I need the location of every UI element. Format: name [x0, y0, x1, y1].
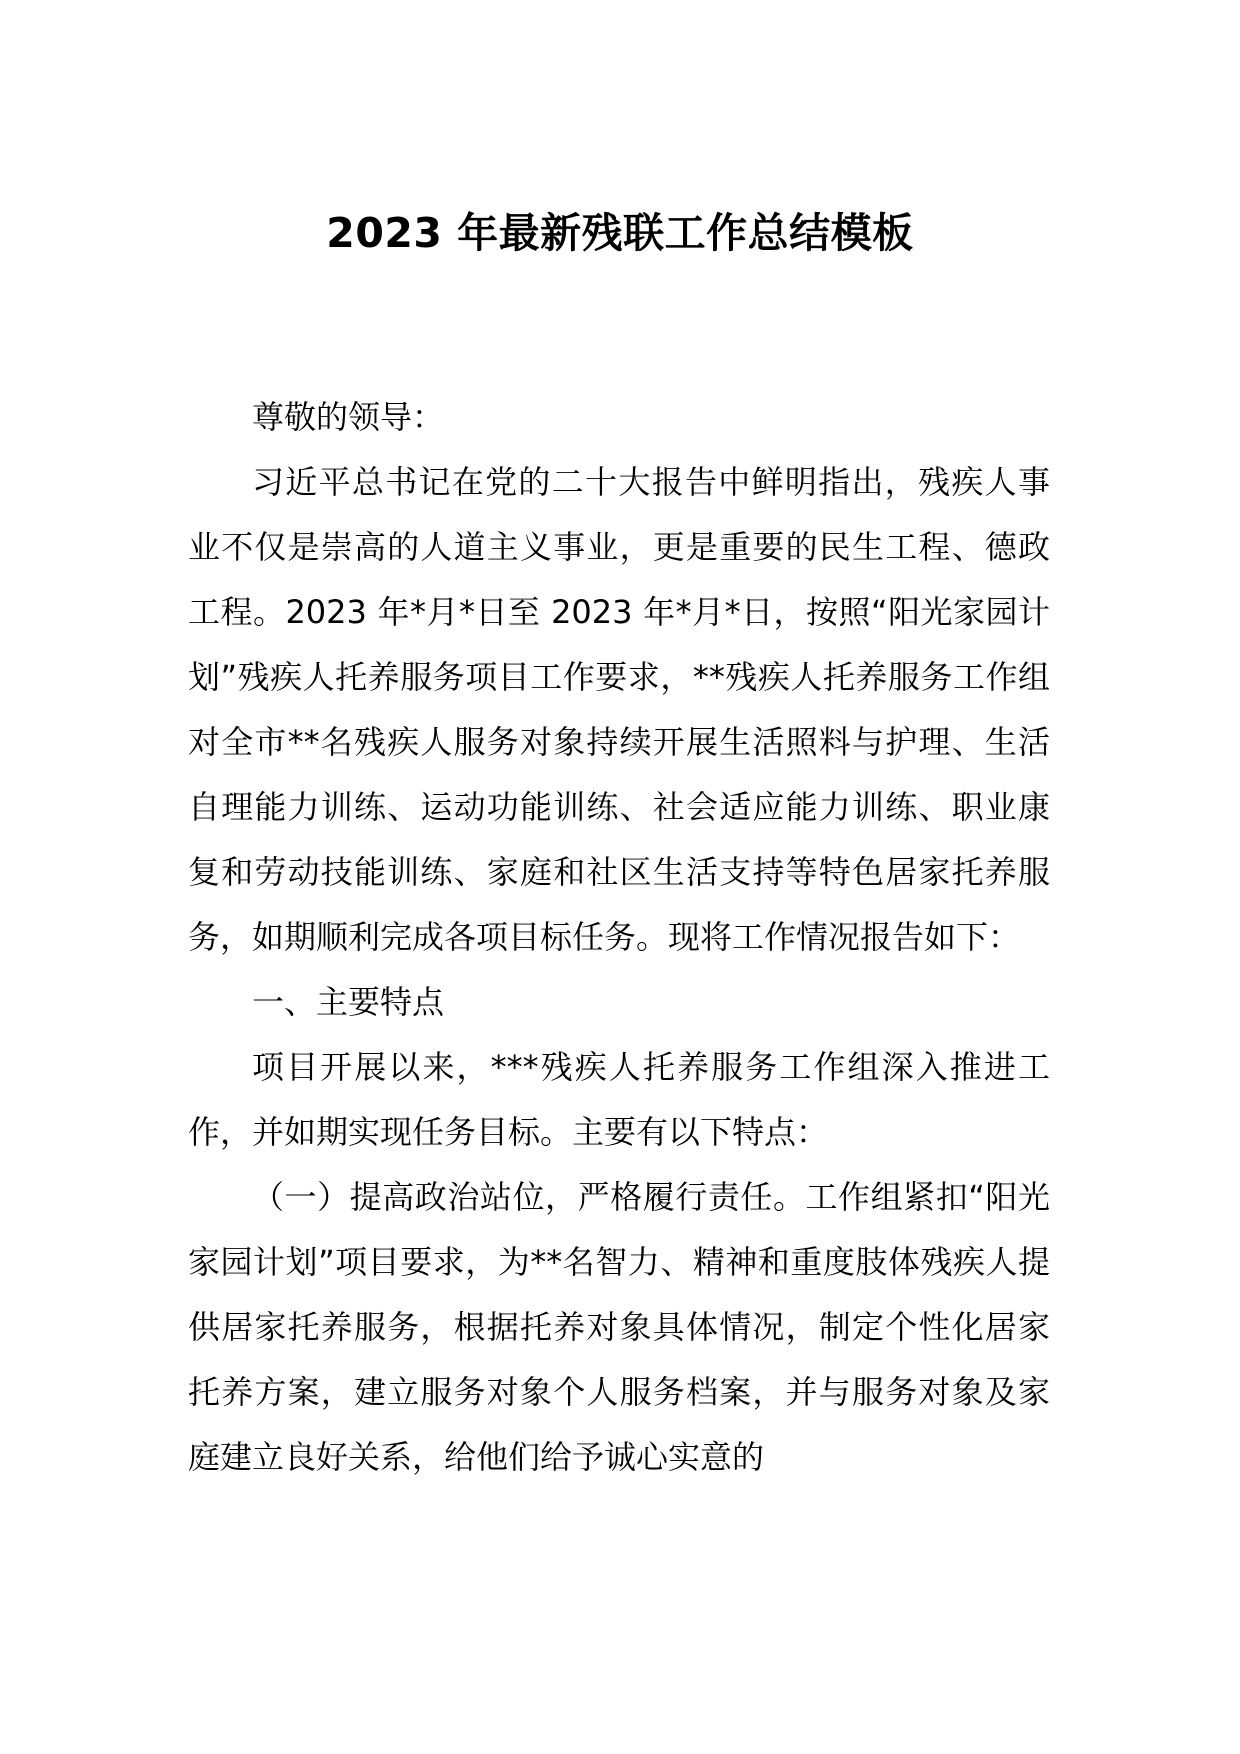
paragraph-point-one: （一）提高政治站位，严格履行责任。工作组紧扣“阳光家园计划”项目要求，为**名智力、精神和重度肢体残疾人提供居家托养服务，根据托养对象具体情况，制定个性化居家托养方案，建立服务对象个人服务档案，并与服务对象及家庭建立良好关系，给他们给予诚心实意的: [188, 1178, 1050, 1476]
document-title: 2023 年最新残联工作总结模板: [326, 209, 914, 257]
section-heading: 一、主要特点: [252, 983, 445, 1021]
paragraph-intro: 习近平总书记在党的二十大报告中鲜明指出，残疾人事业不仅是崇高的人道主义事业，更是重要的民生工程、德政工程。2023 年*月*日至 2023 年*月*日，按照“阳光家园计划”残疾人托养服务项目工作要求，**残疾人托养服务工作组对全市**名残疾人服务对象持续开展生活照料与护理、生活自理能力训练、运动功能训练、社会适应能力训练、职业康复和劳动技能训练、家庭和社区生活支持等特色居家托养服务，如期顺利完成各项目标任务。现将工作情况报告如下：: [188, 463, 1050, 956]
document-body: [188, 385, 1050, 1490]
salutation: 尊敬的领导：: [252, 398, 445, 436]
paragraph-overview: 项目开展以来，***残疾人托养服务工作组深入推进工作，并如期实现任务目标。主要有以下特点：: [188, 1048, 1050, 1151]
